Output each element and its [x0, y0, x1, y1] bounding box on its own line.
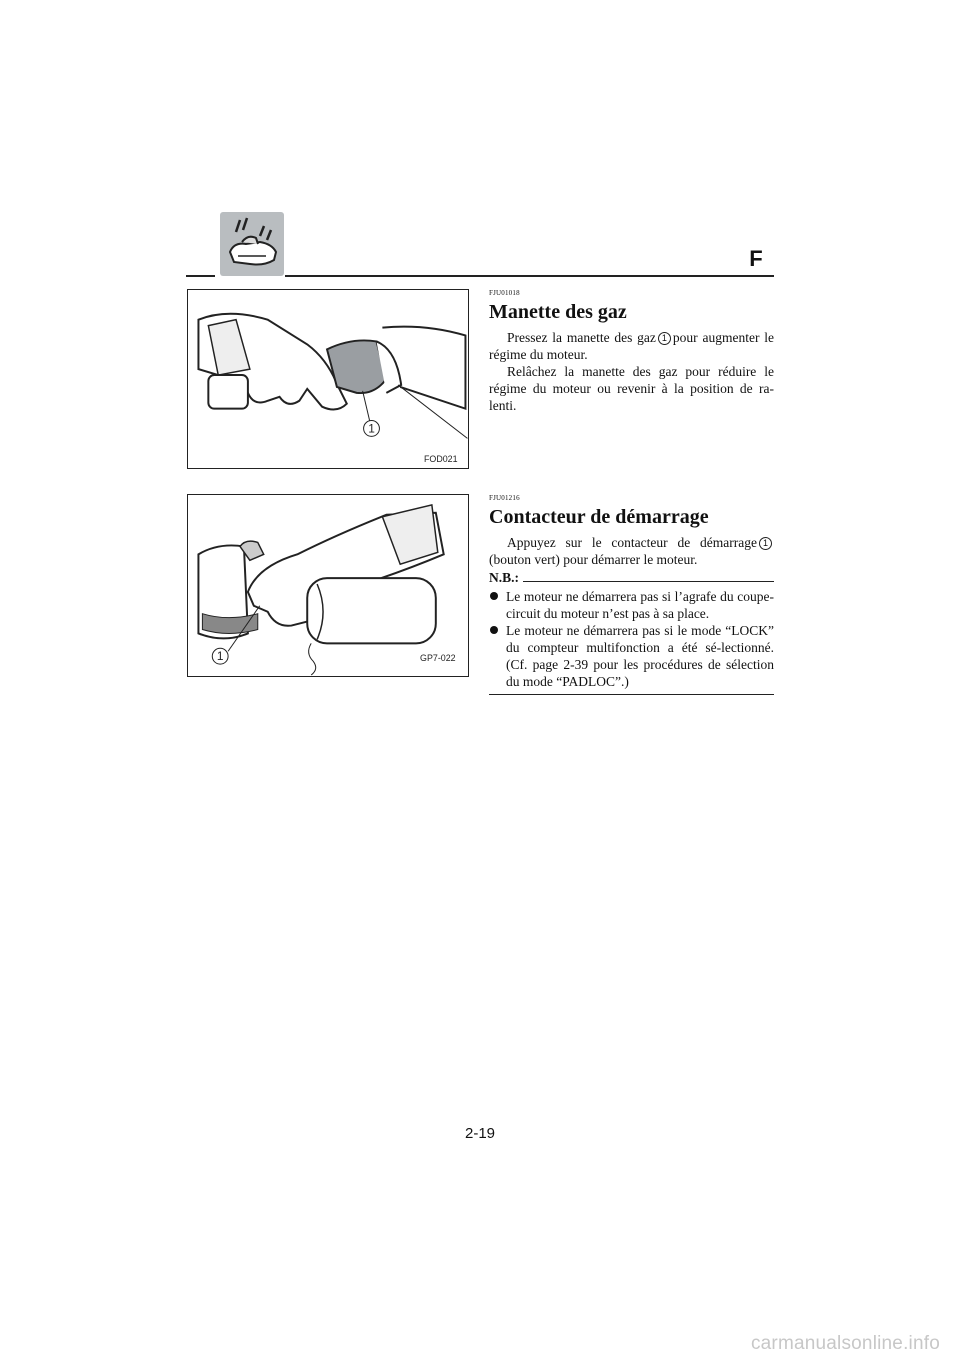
paragraph: Pressez la manette des gaz 1 pour augmenter le régime du moteur. — [489, 330, 774, 362]
bullet-icon — [490, 626, 498, 634]
start-switch-illustration — [188, 495, 468, 676]
figure-code: FOD021 — [423, 454, 458, 465]
figure-start-switch — [187, 494, 469, 677]
paragraph: Relâchez la manette des gaz pour réduire le régime du moteur ou revenir à la position de ra-lenti. — [489, 364, 774, 413]
section-throttle — [489, 289, 774, 414]
paragraph: Appuyez sur le contacteur de démarrage 1(bouton vert) pour démarrer le moteur. — [489, 534, 774, 568]
page-number: 2-19 — [464, 1125, 496, 1142]
section-ref-code: FJU01216 — [489, 494, 520, 502]
note-bullet-list — [489, 588, 774, 690]
note-header — [489, 570, 774, 586]
reference-number-badge: 1 — [759, 537, 772, 550]
reference-number-badge: 1 — [658, 332, 671, 345]
figure-throttle-lever — [187, 289, 469, 469]
section-title: Manette des gaz — [489, 301, 627, 323]
jetski-rider-icon — [220, 212, 284, 276]
list-item: Le moteur ne démarrera pas si le mode “LOCK” du compteur multifonction a été sé-lectionné. (Cf. page 2-39 pour les procédures de sélection du mode “PADLOC”.) — [489, 622, 774, 690]
list-item: Le moteur ne démarrera pas si l’agrafe du coupe-circuit du moteur n’est pas à sa place. — [489, 588, 774, 622]
figure-code: GP7-022 — [420, 653, 456, 664]
figure-callout-number: 1 — [216, 649, 224, 664]
section-start-switch — [489, 494, 774, 695]
watermark-link[interactable]: carmanualsonline.info — [750, 1333, 940, 1354]
note-label: N.B.: — [489, 570, 519, 585]
bullet-icon — [490, 592, 498, 600]
figure-callout-number: 1 — [368, 421, 375, 436]
section-ref-code: FJU01018 — [489, 289, 520, 297]
section-title: Contacteur de démarrage — [489, 506, 709, 528]
language-letter: F — [749, 246, 763, 271]
note-end-rule — [489, 694, 774, 695]
throttle-illustration — [188, 290, 468, 468]
